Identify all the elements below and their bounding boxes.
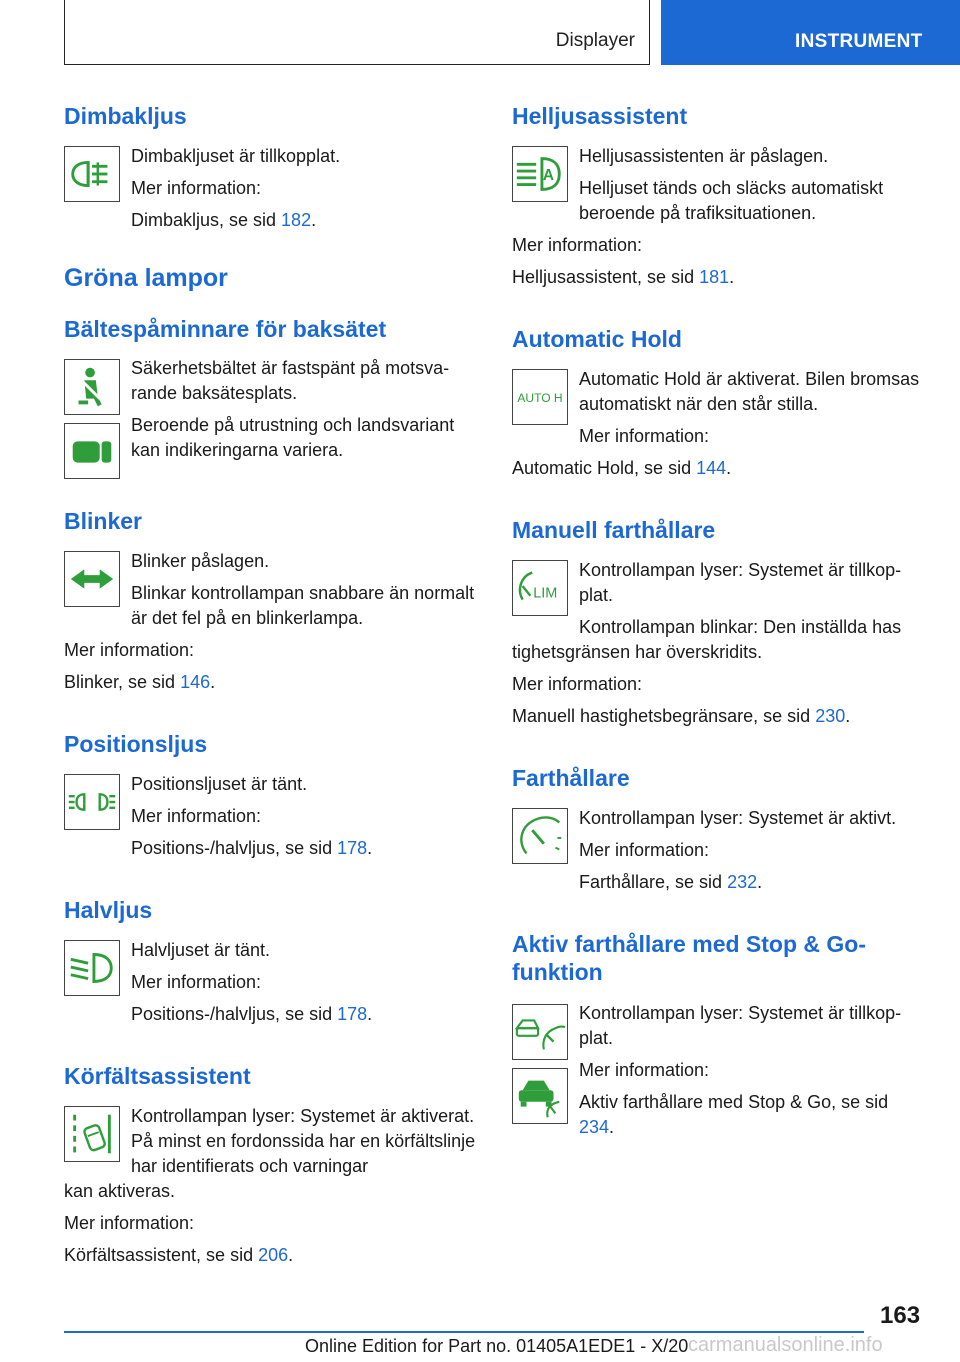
heading-dimbakljus: Dimbakljus (64, 103, 187, 129)
ref-text: Manuell hastighetsbegränsare, se sid (512, 706, 816, 726)
ref-text: Körfältsassistent, se sid (64, 1245, 259, 1265)
heading-blinker: Blinker (64, 508, 142, 534)
ref-text: Positions-/halvljus, se sid (131, 838, 338, 858)
heading-baltespaminnare: Bältespåminnare för baksätet (64, 316, 387, 342)
text-balte-2: Beroende på utrustning och landsvariant kan indikeringarna variera. (131, 415, 455, 460)
ref-korfalt: Körfältsassistent, se sid 206. (64, 1245, 294, 1265)
text-dimbakljus-1: Dimbakljuset är tillkopplat. (131, 146, 341, 166)
text-blinker-2: Blinkar kontrollampan snabbare än normalt är det fel på en blinkerlampa. (131, 583, 475, 628)
page-link-182[interactable]: 182 (281, 210, 312, 230)
seatbelt-icon (64, 359, 120, 415)
text-helljus-2: Helljuset tänds och släcks automatiskt beroende på trafiksituationen. (579, 178, 884, 223)
entry-dimbakljus (64, 142, 479, 233)
text-halvljus-2: Mer information: (131, 972, 262, 992)
page-link-234[interactable]: 234 (579, 1117, 610, 1137)
entry-positionsljus (64, 770, 479, 861)
ref-blinker: Blinker, se sid 146. (64, 672, 216, 692)
ref-aktiv: Aktiv farthållare med Stop & Go, se sid 234. (579, 1092, 889, 1137)
ref-text: Positions-/halvljus, se sid (131, 1004, 338, 1024)
active-cruise-icon (512, 1004, 568, 1060)
text-dimbakljus-2: Mer information: (131, 178, 262, 198)
text-farth-1: Kontrollampan lyser: Systemet är aktivt. (579, 808, 897, 828)
heading-korfaltsassistent: Körfältsassistent (64, 1063, 251, 1089)
footer-edition: Online Edition for Part no. 01405A1EDE1 - X/20 (305, 1336, 689, 1356)
text-korfalt-1: Kontrollampan lyser: Systemet är aktiverat. På minst en fordonssida har en körfältslinje har identifierats och varningar (131, 1106, 476, 1176)
lane-departure-icon (64, 1106, 120, 1162)
page-link-144[interactable]: 144 (696, 458, 727, 478)
seat-status-icon (64, 423, 120, 479)
svg-text:A: A (542, 166, 555, 184)
entry-baltespaminnare (64, 355, 479, 475)
auto-hold-icon (512, 369, 568, 425)
speed-limiter-icon-label: LIM (533, 585, 558, 602)
heading-grona-lampor: Gröna lampor (64, 264, 228, 292)
text-korfalt-1b: kan aktiveras. (64, 1181, 176, 1201)
auto-hold-icon-label: AUTO H (517, 390, 563, 405)
rear-fog-light-icon (64, 146, 120, 202)
text-autohold-2: Mer information: (579, 426, 710, 446)
entry-korfaltsassistent (64, 1102, 479, 1179)
entry-manuell-farthallare (512, 556, 927, 640)
header-section-title: Displayer (555, 30, 635, 51)
cruise-control-icon (512, 808, 568, 864)
text-manuell-1: Kontrollampan lyser: Systemet är tillkopplat. (579, 560, 902, 605)
heading-positionsljus: Positionsljus (64, 731, 208, 757)
ref-helljus: Helljusassistent, se sid 181. (512, 267, 735, 287)
ref-text: Farthållare, se sid (579, 872, 728, 892)
ref-manuell: Manuell hastighetsbegränsare, se sid 230. (512, 706, 851, 726)
entry-blinker (64, 547, 479, 631)
heading-halvljus: Halvljus (64, 897, 153, 923)
entry-halvljus (64, 936, 479, 1027)
page-link-146[interactable]: 146 (180, 672, 211, 692)
text-balte-1: Säkerhetsbältet är fastspänt på motsvarande baksätesplats. (131, 358, 450, 403)
text-position-1: Positionsljuset är tänt. (131, 774, 308, 794)
text-aktiv-1: Kontrollampan lyser: Systemet är tillkopplat. (579, 1003, 902, 1048)
low-beam-icon (64, 940, 120, 996)
page-link-230[interactable]: 230 (815, 706, 846, 726)
page-link-178b[interactable]: 178 (337, 1004, 368, 1024)
footer-watermark: carmanualsonline.info (688, 1334, 883, 1356)
position-light-icon (64, 774, 120, 830)
text-helljus-1: Helljusassistenten är påslagen. (579, 146, 829, 166)
text-position-2: Mer information: (131, 806, 262, 826)
text-blinker-1: Blinker påslagen. (131, 551, 270, 571)
left-column (64, 102, 479, 1268)
text-manuell-2b: tighetsgränsen har överskridits. (512, 642, 763, 662)
ref-dimbakljus: Dimbakljus, se sid 182. (131, 210, 317, 230)
page-number: 163 (880, 1302, 921, 1329)
header-section-box (64, 0, 650, 65)
heading-aktiv-farthallare: Aktiv farthållare med Stop & Go-funktion (512, 931, 867, 985)
ref-text: Automatic Hold, se sid (512, 458, 697, 478)
footer-divider (64, 1331, 864, 1333)
heading-manuell-farthallare: Manuell farthållare (512, 517, 716, 543)
page-link-181[interactable]: 181 (699, 267, 730, 287)
ref-position: Positions-/halvljus, se sid 178. (131, 838, 373, 858)
ref-farth: Farthållare, se sid 232. (579, 872, 763, 892)
ref-autohold: Automatic Hold, se sid 144. (512, 458, 732, 478)
ref-text: Dimbakljus, se sid (131, 210, 282, 230)
header-chapter-title: INSTRUMENT (795, 31, 923, 52)
heading-helljusassistent: Helljusassistent (512, 103, 688, 129)
active-cruise-stop-go-icon (512, 1068, 568, 1124)
text-autohold-1: Automatic Hold är aktiverat. Bilen bromsas automatiskt när den står stilla. (579, 369, 920, 414)
text-blinker-3: Mer information: (64, 640, 195, 660)
speed-limiter-icon (512, 560, 568, 616)
page-link-206[interactable]: 206 (258, 1245, 289, 1265)
ref-text: Helljusassistent, se sid (512, 267, 700, 287)
text-korfalt-2: Mer information: (64, 1213, 195, 1233)
entry-farthallare (512, 804, 927, 895)
right-column (512, 102, 927, 1140)
turn-signal-icon (64, 551, 120, 607)
heading-farthallare: Farthållare (512, 765, 630, 791)
entry-aktiv-farthallare (512, 1000, 927, 1140)
text-helljus-3: Mer information: (512, 235, 643, 255)
text-manuell-2: Kontrollampan blinkar: Den inställda has (579, 617, 902, 637)
text-farth-2: Mer information: (579, 840, 710, 860)
page-link-232[interactable]: 232 (727, 872, 758, 892)
text-aktiv-2: Mer information: (579, 1060, 710, 1080)
entry-automatic-hold (512, 365, 927, 449)
ref-text: Blinker, se sid (64, 672, 181, 692)
ref-text: Aktiv farthållare med Stop & Go, se sid (579, 1092, 889, 1112)
text-halvljus-1: Halvljuset är tänt. (131, 940, 271, 960)
header-chapter-tab[interactable] (661, 0, 960, 65)
high-beam-assistant-icon (512, 146, 568, 202)
heading-automatic-hold: Automatic Hold (512, 326, 682, 352)
entry-helljusassistent (512, 142, 927, 226)
page-link-178[interactable]: 178 (337, 838, 368, 858)
text-manuell-3: Mer information: (512, 674, 643, 694)
ref-halvljus: Positions-/halvljus, se sid 178. (131, 1004, 373, 1024)
